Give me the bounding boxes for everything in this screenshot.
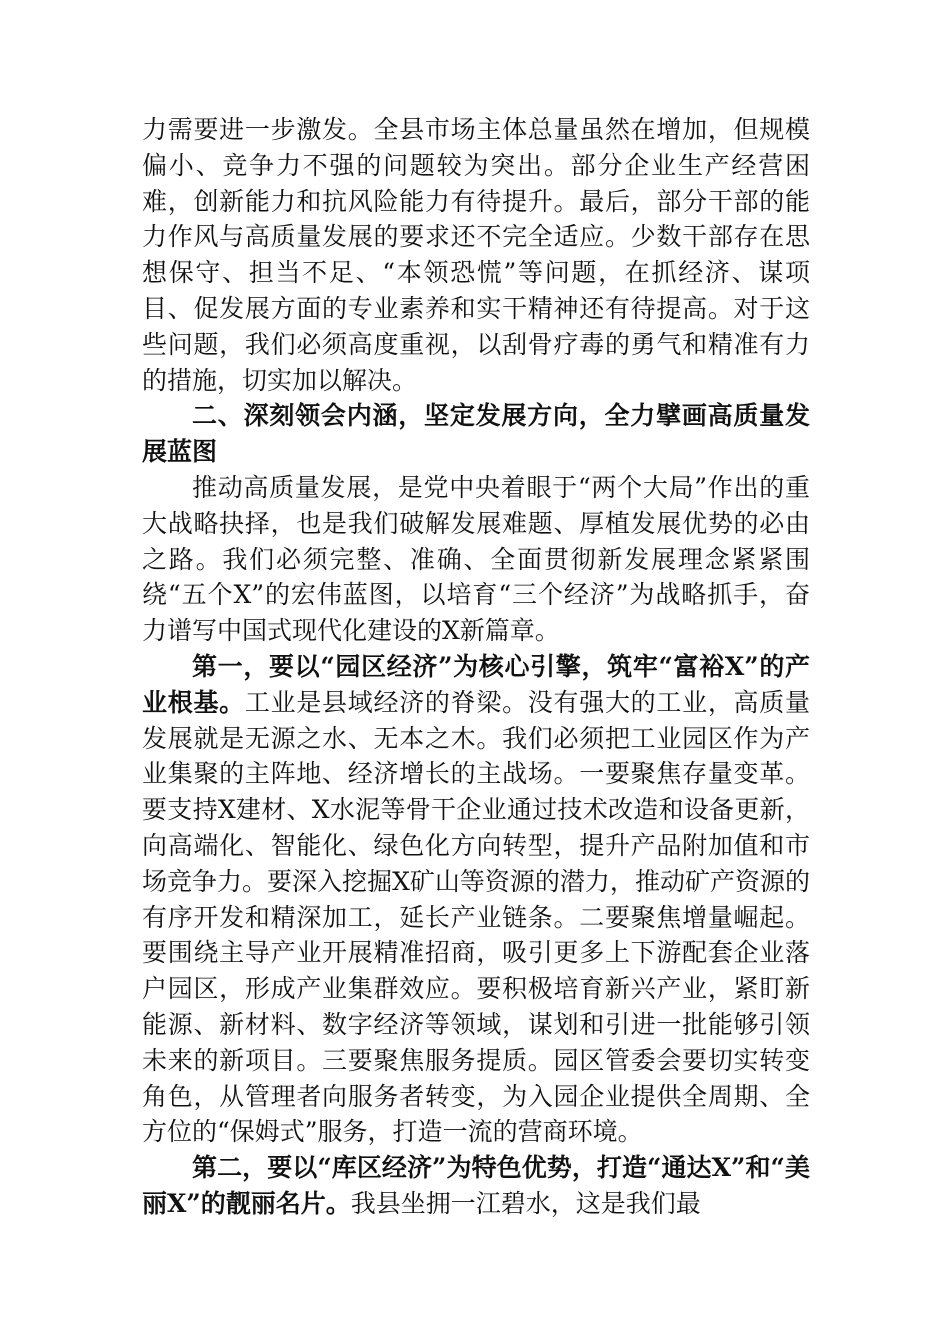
section-heading: 二、深刻领会内涵，坚定发展方向，全力擘画高质量发展蓝图 [142, 401, 810, 467]
paragraph-text: 工业是县域经济的脊梁。没有强大的工业，高质量发展就是无源之水、无本之木。我们必须把工业园区作为产业集聚的主阵地、经济增长的主战场。一要聚焦存量变革。要支持X建材、X水泥等骨干企业通过技术改造和设备更新，向高端化、智能化、绿色化方向转型，提升产品附加值和市场竞争力。要深入挖掘X矿山等资源的潜力，推动矿产资源的有序开发和精深加工，延长产业链条。二要聚焦增量崛起。要围绕主导产业开展精准招商，吸引更多上下游配套企业落户园区，形成产业集群效应。要积极培育新兴产业，紧盯新能源、新材料、数字经济等领域，谋划和引进一批能够引领未来的新项目。三要聚焦服务提质。园区管委会要切实转变角色，从管理者向服务者转变，为入园企业提供全周期、全方位的“保姆式”服务，打造一流的营商环境。 [142, 687, 810, 1147]
paragraph-intro: 推动高质量发展，是党中央着眼于“两个大局”作出的重大战略抉择，也是我们破解发展难题、厚植发展优势的必由之路。我们必须完整、准确、全面贯彻新发展理念紧紧围绕“五个X”的宏伟蓝图，以培育“三个经济”为战略抓手，奋力谱写中国式现代化建设的X新篇章。 [142, 472, 810, 646]
paragraph-lead: 第一，要以“园区经济”为核心引擎，筑牢“富裕X”的产业根基。 [142, 651, 810, 717]
paragraph-reservoir-economy [142, 1150, 810, 1222]
paragraph-text: 我县坐拥一江碧水，这是我们最 [350, 1188, 701, 1218]
document-body [142, 112, 810, 1222]
paragraph-park-economy [142, 649, 810, 1150]
paragraph-continuation: 力需要进一步激发。全县市场主体总量虽然在增加，但规模偏小、竞争力不强的问题较为突出。部分企业生产经营困难，创新能力和抗风险能力有待提升。最后，部分干部的能力作风与高质量发展的要求还不完全适应。少数干部存在思想保守、担当不足、“本领恐慌”等问题，在抓经济、谋项目、促发展方面的专业素养和实干精神还有待提高。对于这些问题，我们必须高度重视，以刮骨疗毒的勇气和精准有力的措施，切实加以解决。 [142, 115, 810, 395]
paragraph-lead: 第二，要以“库区经济”为特色优势，打造“通达X”和“美丽X”的靓丽名片。 [142, 1153, 810, 1218]
